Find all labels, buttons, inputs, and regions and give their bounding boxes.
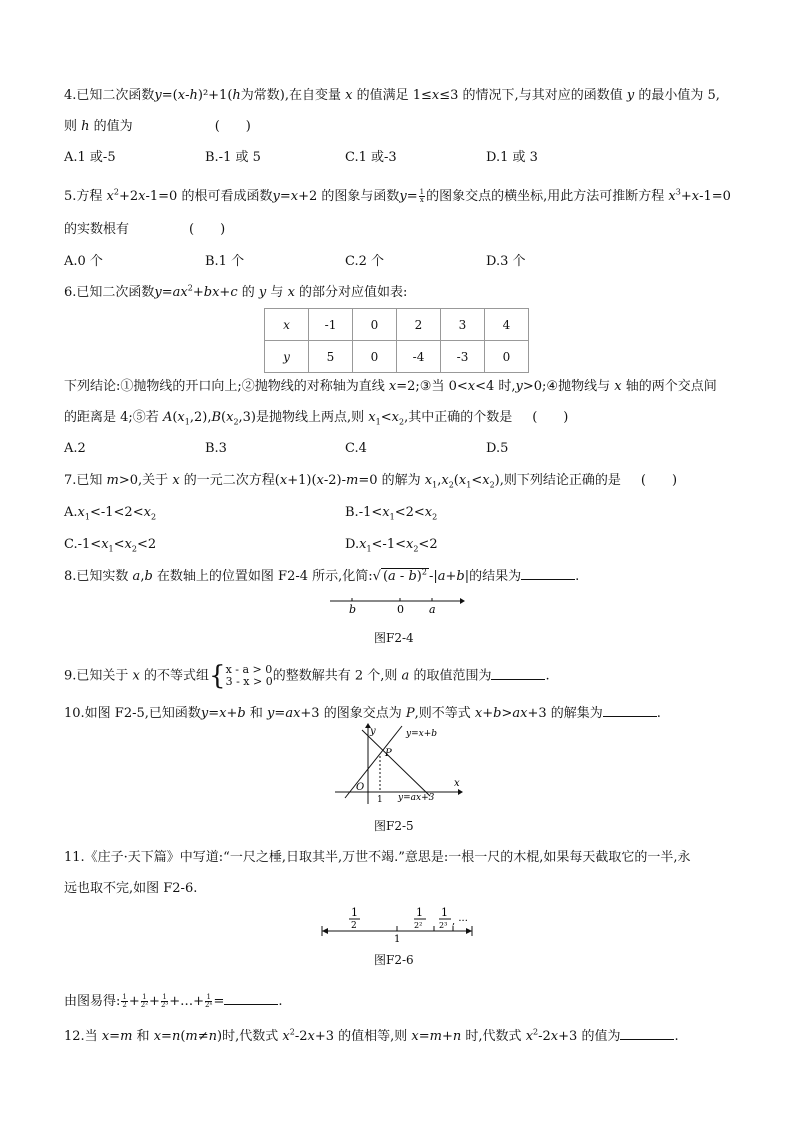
q5-option-b[interactable]: B.1 个 (205, 254, 245, 269)
tick-label-1: 1 (377, 795, 383, 805)
fig-eighth-num: 1 (441, 906, 448, 919)
origin-label: O (356, 782, 365, 793)
fig-ellipsis: , ··· (452, 916, 468, 927)
stick-figure (318, 904, 478, 944)
q5-fraction: $\frac{1}{x}$ (419, 188, 425, 204)
table-cell: -1 (309, 309, 353, 341)
q6-body-line2: 的距离是 4;⑤若 $A(x_1,2),B(x_2,3)$是抛物线上两点,则 $x_1<x_2$,其中正确的个数是 ( ) (64, 410, 569, 427)
arrow-right-icon (458, 789, 463, 795)
q4-option-b[interactable]: B.-1 或 5 (205, 150, 261, 165)
figure-caption-f2-6: 图F2-6 (374, 953, 414, 967)
table-row-y (265, 341, 529, 373)
label-0: 0 (397, 603, 404, 616)
q10-answer-blank[interactable] (603, 704, 657, 717)
q6-body-line1: 下列结论:①抛物线的开口向上;②抛物线的对称轴为直线 x=2;③当 0<x<4 时,y>0;④抛物线与 x 轴的两个交点间 (64, 379, 717, 394)
arrow-right-icon (460, 598, 465, 604)
q8-stem: 8.已知实数 a,b 在数轴上的位置如图 F2-4 所示,化简:√ (a - b)$^2$ -|a+b|的结果为 . (64, 567, 580, 584)
table-cell: 0 (485, 341, 529, 373)
inequality-system: x - a > 0 3 - x > 0 (225, 663, 273, 688)
table-cell: -4 (397, 341, 441, 373)
label-b: b (349, 603, 357, 616)
figure-caption-f2-4: 图F2-4 (374, 631, 414, 645)
brace-icon: { (209, 661, 226, 691)
q5-stem: 5.方程 $x^2+2x-1=0$ 的根可看成函数y=x+2 的图象与函数y= $\frac{1}{x}$ 的图象交点的横坐标,用此方法可推断方程 $x^3+x-1=0$ (64, 187, 731, 204)
fig-half-den: 2 (351, 921, 357, 931)
q6-option-b[interactable]: B.3 (205, 441, 227, 456)
fig-half-num: 1 (351, 906, 358, 919)
table-cell: 4 (485, 309, 529, 341)
q12-answer-blank[interactable] (620, 1027, 674, 1040)
arrow-left-icon (322, 928, 328, 934)
q4-stem: 4.已知二次函数y=(x-h)²+1(h为常数),在自变量 x 的值满足 1≤x≤3 的情况下,与其对应的函数值 y 的最小值为 5, (64, 88, 720, 103)
q4-option-a[interactable]: A.1 或-5 (64, 150, 116, 165)
q6-option-a[interactable]: A.2 (64, 441, 86, 456)
q4-option-d[interactable]: D.1 或 3 (486, 150, 538, 165)
q6-stem: 6.已知二次函数$y=ax^2+bx+c$ 的 y 与 x 的部分对应值如表: (64, 283, 408, 300)
q9-answer-blank[interactable] (491, 667, 545, 680)
fig-one-label: 1 (394, 934, 401, 944)
q11-answer-blank[interactable] (224, 992, 278, 1005)
label-a: a (429, 603, 436, 616)
fig-eighth-den: 2³ (439, 921, 448, 930)
q6-option-c[interactable]: C.4 (345, 441, 367, 456)
q7-option-c[interactable]: $C.-1<x_1<x_2<2$ (64, 537, 157, 554)
fig-quarter-num: 1 (416, 906, 423, 919)
table-cell: 2 (397, 309, 441, 341)
fig-quarter-den: 2² (414, 921, 423, 930)
q5-stem-line2: 的实数根有 ( ) (64, 222, 226, 237)
q7-option-d[interactable]: $D.x_1<-1<x_2<2$ (345, 537, 438, 554)
number-line-figure (325, 593, 470, 617)
figure-caption-f2-5: 图F2-5 (374, 819, 414, 833)
q9-stem: 9.已知关于 x 的不等式组{ x - a > 0 3 - x > 0 的整数解共有 2 个,则 a 的取值范围为 . (64, 661, 550, 691)
q5-option-a[interactable]: A.0 个 (64, 254, 103, 269)
linear-graph-figure (330, 722, 465, 806)
q11-line2: 远也取不完,如图 F2-6. (64, 881, 198, 896)
table-cell: 0 (353, 309, 397, 341)
table-cell: y (265, 341, 309, 373)
table-cell: 3 (441, 309, 485, 341)
q5-option-d[interactable]: D.3 个 (486, 254, 526, 269)
q8-answer-blank[interactable] (521, 567, 575, 580)
q11-line3: 由图易得: $\frac{1}{2}$ + $\frac{1}{\text{2²}}$ + $\frac{1}{\text{2³}}$ +…+ $\frac{1}{\text{2ⁿ}}$ = . (64, 993, 283, 1009)
line-label-1: y=x+b (406, 729, 438, 739)
q4-option-c[interactable]: C.1 或-3 (345, 150, 397, 165)
axis-label-y: y (370, 726, 376, 737)
q7-option-a[interactable]: $A.x_1<-1<2<x_2$ (64, 505, 157, 522)
q5-option-c[interactable]: C.2 个 (345, 254, 385, 269)
table-cell: -3 (441, 341, 485, 373)
table-cell: x (265, 309, 309, 341)
q11-line1: 11.《庄子·天下篇》中写道:“一尺之棰,日取其半,万世不竭.”意思是:一根一尺的木棍,如果每天截取它的一半,永 (64, 850, 691, 865)
q6-option-d[interactable]: D.5 (486, 441, 509, 456)
arrow-right-icon (466, 928, 472, 934)
table-cell: 5 (309, 341, 353, 373)
table-row-x (265, 309, 529, 341)
sqrt-expression: √ (a - b)$^2$ (372, 567, 427, 584)
axis-label-x: x (454, 778, 460, 789)
q7-option-b[interactable]: $B.-1<x_1<2<x_2$ (345, 505, 438, 522)
q7-stem: 7.已知 m>0,关于 x 的一元二次方程(x+1)(x-2)-m=0 的解为 $x_1,x_2(x_1<x_2)$,则下列结论正确的是 ( ) (64, 473, 678, 490)
line-label-2: y=ax+3 (398, 793, 435, 803)
q12-stem: 12.当 x=m 和 x=n(m≠n)时,代数式 $x^2-2x+3$ 的值相等,则 x=m+n 时,代数式 $x^2-2x+3$ 的值为 . (64, 1027, 679, 1044)
point-p-label: P (385, 748, 392, 759)
value-table (264, 308, 529, 373)
q10-stem: 10.如图 F2-5,已知函数y=x+b 和 y=ax+3 的图象交点为 P,则不等式 x+b>ax+3 的解集为 . (64, 706, 661, 721)
q4-stem-line2: 则 h 的值为 ( ) (64, 119, 251, 134)
table-cell: 0 (353, 341, 397, 373)
